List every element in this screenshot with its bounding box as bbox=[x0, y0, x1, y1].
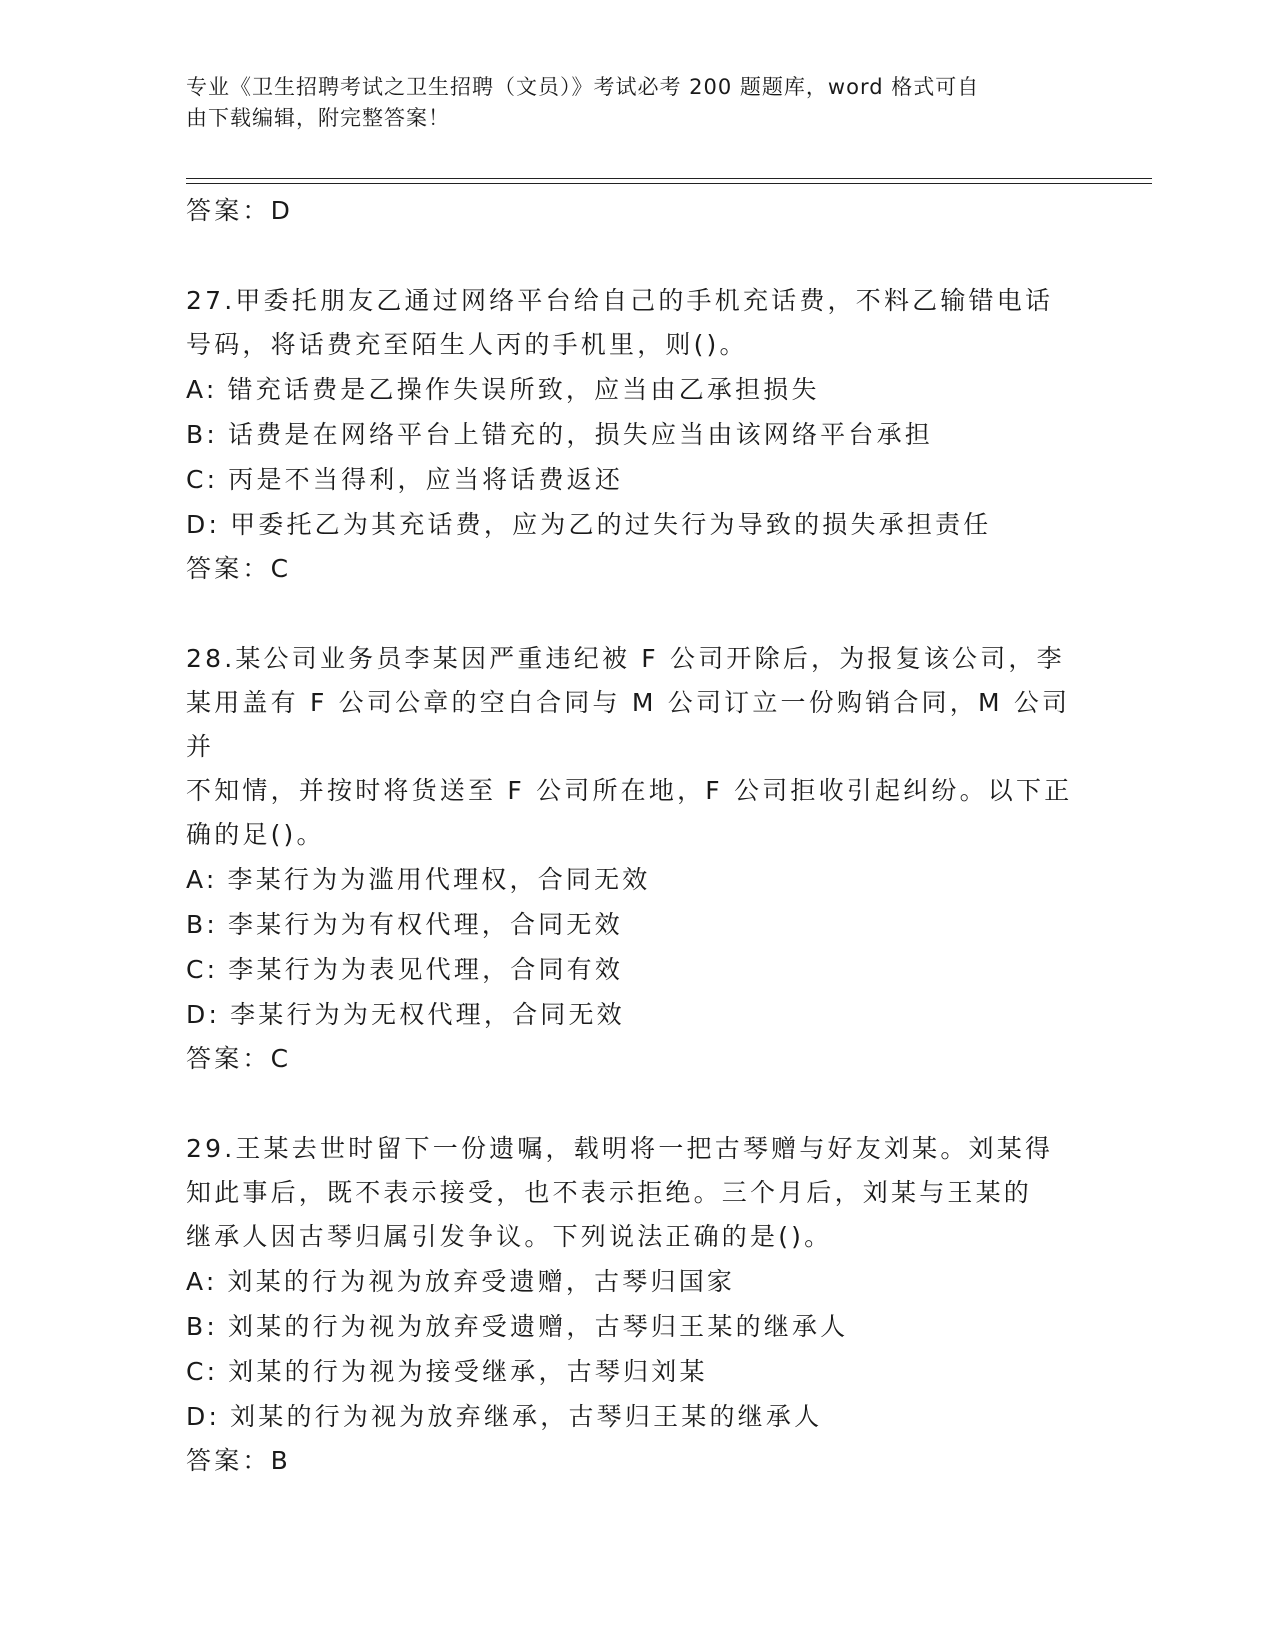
option-text: 丙是不当得利，应当将话费返还 bbox=[228, 465, 624, 494]
question-text-line: 某用盖有 F 公司公章的空白合同与 M 公司订立一份购销合同，M 公司并 bbox=[186, 688, 1071, 761]
option-label: B: bbox=[186, 1312, 218, 1341]
question-block bbox=[186, 637, 1086, 1081]
header-divider-top bbox=[186, 178, 1152, 179]
document-body bbox=[186, 189, 1086, 1483]
question-text bbox=[186, 637, 1086, 857]
option-label: A: bbox=[186, 1267, 218, 1296]
question-text-line: 27.甲委托朋友乙通过网络平台给自己的手机充话费，不料乙输错电话 bbox=[186, 286, 1054, 315]
option-a bbox=[186, 367, 1086, 412]
option-b bbox=[186, 902, 1086, 947]
option-label: C: bbox=[186, 955, 219, 984]
option-label: B: bbox=[186, 420, 218, 449]
option-b bbox=[186, 1304, 1086, 1349]
question-block bbox=[186, 1127, 1086, 1483]
option-c bbox=[186, 457, 1086, 502]
option-text: 刘某的行为视为放弃受遗赠，古琴归王某的继承人 bbox=[227, 1312, 849, 1341]
question-text bbox=[186, 1127, 1086, 1259]
option-c bbox=[186, 1349, 1086, 1394]
option-text: 李某行为为表见代理，合同有效 bbox=[228, 955, 624, 984]
option-label: B: bbox=[186, 910, 218, 939]
option-label: D: bbox=[186, 510, 221, 539]
option-a bbox=[186, 1259, 1086, 1304]
option-d bbox=[186, 502, 1086, 547]
question-text-line: 不知情，并按时将货送至 F 公司所在地，F 公司拒收引起纠纷。以下正 bbox=[186, 776, 1073, 805]
question-text-line: 确的足()。 bbox=[186, 820, 325, 849]
option-label: A: bbox=[186, 865, 218, 894]
answer-line: 答案：C bbox=[186, 554, 292, 583]
question-text bbox=[186, 279, 1086, 367]
option-b bbox=[186, 412, 1086, 457]
option-text: 刘某的行为视为放弃受遗赠，古琴归国家 bbox=[227, 1267, 736, 1296]
option-d bbox=[186, 992, 1086, 1037]
question-text-line: 29.王某去世时留下一份遗嘱，载明将一把古琴赠与好友刘某。刘某得 bbox=[186, 1134, 1054, 1163]
option-label: C: bbox=[186, 1357, 219, 1386]
answer-line: 答案：C bbox=[186, 1044, 292, 1073]
option-text: 李某行为为有权代理，合同无效 bbox=[227, 910, 623, 939]
option-a bbox=[186, 857, 1086, 902]
answer-line: 答案：D bbox=[186, 196, 294, 225]
option-text: 错充话费是乙操作失误所致，应当由乙承担损失 bbox=[227, 375, 820, 404]
option-label: A: bbox=[186, 375, 218, 404]
header-line-1: 专业《卫生招聘考试之卫生招聘（文员）》考试必考 200 题题库，word 格式可自 bbox=[186, 75, 980, 99]
question-text-line: 知此事后，既不表示接受，也不表示拒绝。三个月后，刘某与王某的 bbox=[186, 1178, 1033, 1207]
question-block bbox=[186, 279, 1086, 591]
option-text: 刘某的行为视为放弃继承，古琴归王某的继承人 bbox=[230, 1402, 823, 1431]
option-text: 刘某的行为视为接受继承，古琴归刘某 bbox=[228, 1357, 708, 1386]
option-c bbox=[186, 947, 1086, 992]
option-text: 甲委托乙为其充话费，应为乙的过失行为导致的损失承担责任 bbox=[230, 510, 992, 539]
option-text: 话费是在网络平台上错充的，损失应当由该网络平台承担 bbox=[227, 420, 933, 449]
option-d bbox=[186, 1394, 1086, 1439]
option-label: D: bbox=[186, 1402, 221, 1431]
question-text-line: 28.某公司业务员李某因严重违纪被 F 公司开除后，为报复该公司，李 bbox=[186, 644, 1065, 673]
header-line-2: 由下载编辑，附完整答案！ bbox=[186, 106, 450, 130]
option-label: C: bbox=[186, 465, 219, 494]
header-divider-bottom bbox=[186, 183, 1152, 184]
document-header bbox=[186, 72, 1086, 134]
question-text-line: 号码，将话费充至陌生人丙的手机里，则()。 bbox=[186, 330, 748, 359]
question-text-line: 继承人因古琴归属引发争议。下列说法正确的是()。 bbox=[186, 1222, 833, 1251]
option-label: D: bbox=[186, 1000, 221, 1029]
answer-line: 答案：B bbox=[186, 1446, 291, 1475]
option-text: 李某行为为滥用代理权，合同无效 bbox=[227, 865, 651, 894]
option-text: 李某行为为无权代理，合同无效 bbox=[230, 1000, 625, 1029]
